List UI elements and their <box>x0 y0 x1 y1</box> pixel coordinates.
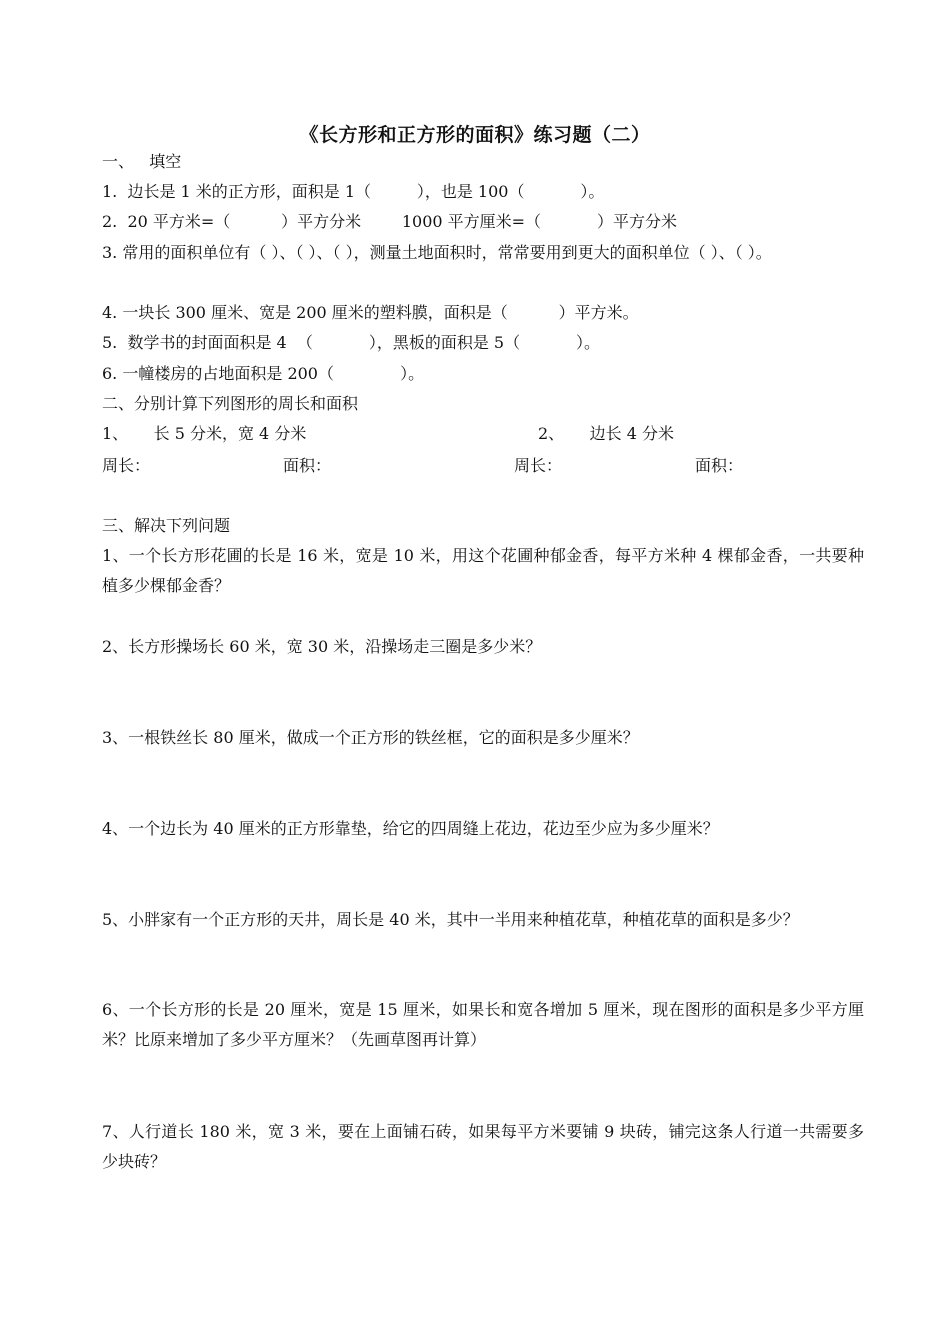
question-1-6: 6. 一幢楼房的占地面积是 200（ ）。 <box>102 364 425 383</box>
problem-6: 6、一个长方形的长是 20 厘米，宽是 15 厘米，如果长和宽各增加 5 厘米，现在图形的面积是多少平方厘米？比原来增加了多少平方厘米？（先画草图再计算） <box>102 1000 864 1049</box>
section1-heading: 一、 填空 <box>102 152 182 171</box>
perimeter-label-2: 周长： <box>514 456 563 475</box>
area-label-1: 面积： <box>283 456 332 475</box>
problem-7: 7、人行道长 180 米，宽 3 米，要在上面铺石砖，如果每平方米要铺 9 块砖，铺完这条人行道一共需要多少块砖？ <box>102 1122 864 1171</box>
question-1-5: 5. 数学书的封面面积是 4 （ ），黑板的面积是 5（ ）。 <box>102 333 601 352</box>
problem-1: 1、一个长方形花圃的长是 16 米，宽是 10 米，用这个花圃种郁金香，每平方米种 4 棵郁金香，一共要种植多少棵郁金香？ <box>102 546 864 595</box>
problem-4: 4、一个边长为 40 厘米的正方形靠垫，给它的四周缝上花边，花边至少应为多少厘米？ <box>102 819 719 838</box>
page-title: 《长方形和正方形的面积》练习题（二） <box>299 124 651 146</box>
question-1-3: 3. 常用的面积单位有（ ）、（ ）、（ ），测量土地面积时，常常要用到更大的面积单位（ ）、（ ）。 <box>102 243 772 262</box>
question-1-2: 2. 20 平方米=（ ）平方分米 1000 平方厘米=（ ）平方分米 <box>102 212 677 231</box>
section3-heading: 三、解决下列问题 <box>102 516 231 535</box>
question-1-1: 1. 边长是 1 米的正方形，面积是 1（ ），也是 100（ ）。 <box>102 182 605 201</box>
problem-5: 5、小胖家有一个正方形的天井，周长是 40 米，其中一半用来种植花草，种植花草的面积是多少？ <box>102 910 799 929</box>
problem-2: 2、长方形操场长 60 米，宽 30 米，沿操场走三圈是多少米？ <box>102 637 542 656</box>
problem-3: 3、一根铁丝长 80 厘米，做成一个正方形的铁丝框，它的面积是多少厘米？ <box>102 728 639 747</box>
area-label-2: 面积： <box>695 456 744 475</box>
shape-item-2: 2、 边长 4 分米 <box>538 424 674 443</box>
question-1-4: 4. 一块长 300 厘米、宽是 200 厘米的塑料膜，面积是（ ）平方米。 <box>102 303 639 322</box>
perimeter-label-1: 周长： <box>102 456 151 475</box>
shape-item-1: 1、 长 5 分米，宽 4 分米 <box>102 424 307 443</box>
section2-heading: 二、分别计算下列图形的周长和面积 <box>102 394 359 413</box>
